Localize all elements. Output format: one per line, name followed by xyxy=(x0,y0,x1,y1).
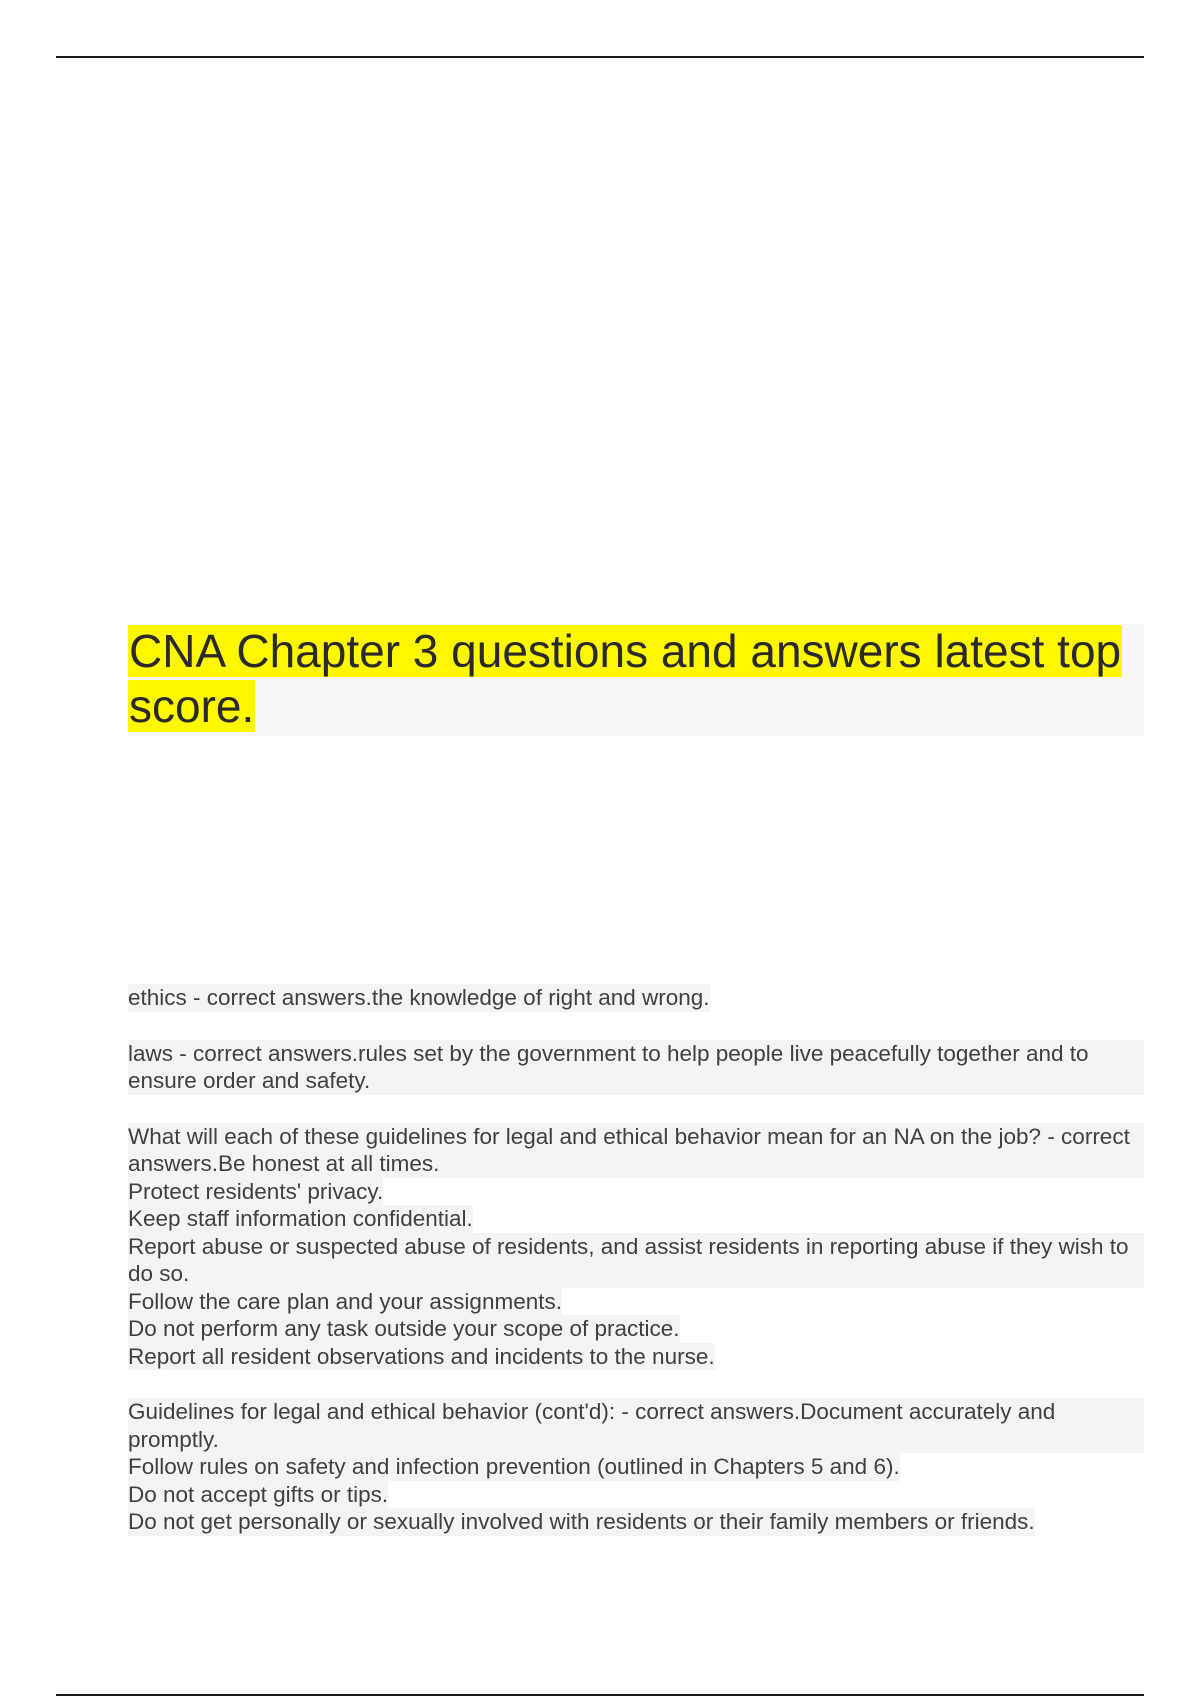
qa-line: Do not accept gifts or tips. xyxy=(128,1481,389,1507)
qa-line: What will each of these guidelines for legal and ethical behavior mean for an NA on the job? - correct answers.Be honest at all times. xyxy=(128,1123,1144,1178)
title-block xyxy=(128,624,1144,736)
title-highlight: CNA Chapter 3 questions and answers latest top score. xyxy=(129,625,1122,732)
qa-line: ethics - correct answers.the knowledge of right and wrong. xyxy=(128,985,710,1010)
qa-entry-laws xyxy=(128,1040,1144,1095)
qa-entry-guidelines xyxy=(128,1123,1144,1371)
bottom-rule xyxy=(56,1694,1144,1696)
qa-line: Do not perform any task outside your scope of practice. xyxy=(128,1316,680,1341)
qa-entry-guidelines-contd xyxy=(128,1398,1144,1536)
qa-line: laws - correct answers.rules set by the government to help people live peacefully together and to ensure order and safety. xyxy=(128,1040,1144,1095)
qa-entry-ethics xyxy=(128,984,1144,1012)
qa-line: Follow rules on safety and infection prevention (outlined in Chapters 5 and 6). xyxy=(128,1454,900,1479)
qa-line: Keep staff information confidential. xyxy=(128,1206,473,1231)
qa-line: Follow the care plan and your assignments. xyxy=(128,1288,562,1314)
qa-line: Report abuse or suspected abuse of residents, and assist residents in reporting abuse if they wish to do so. xyxy=(128,1233,1144,1288)
document-title xyxy=(128,624,1144,734)
top-rule xyxy=(56,56,1144,58)
qa-line: Guidelines for legal and ethical behavior (cont'd): - correct answers.Document accurately and promptly. xyxy=(128,1398,1144,1453)
qa-line: Do not get personally or sexually involved with residents or their family members or friends. xyxy=(128,1509,1035,1534)
qa-line: Protect residents' privacy. xyxy=(128,1178,384,1204)
qa-content xyxy=(128,984,1144,1564)
qa-line: Report all resident observations and incidents to the nurse. xyxy=(128,1343,715,1369)
